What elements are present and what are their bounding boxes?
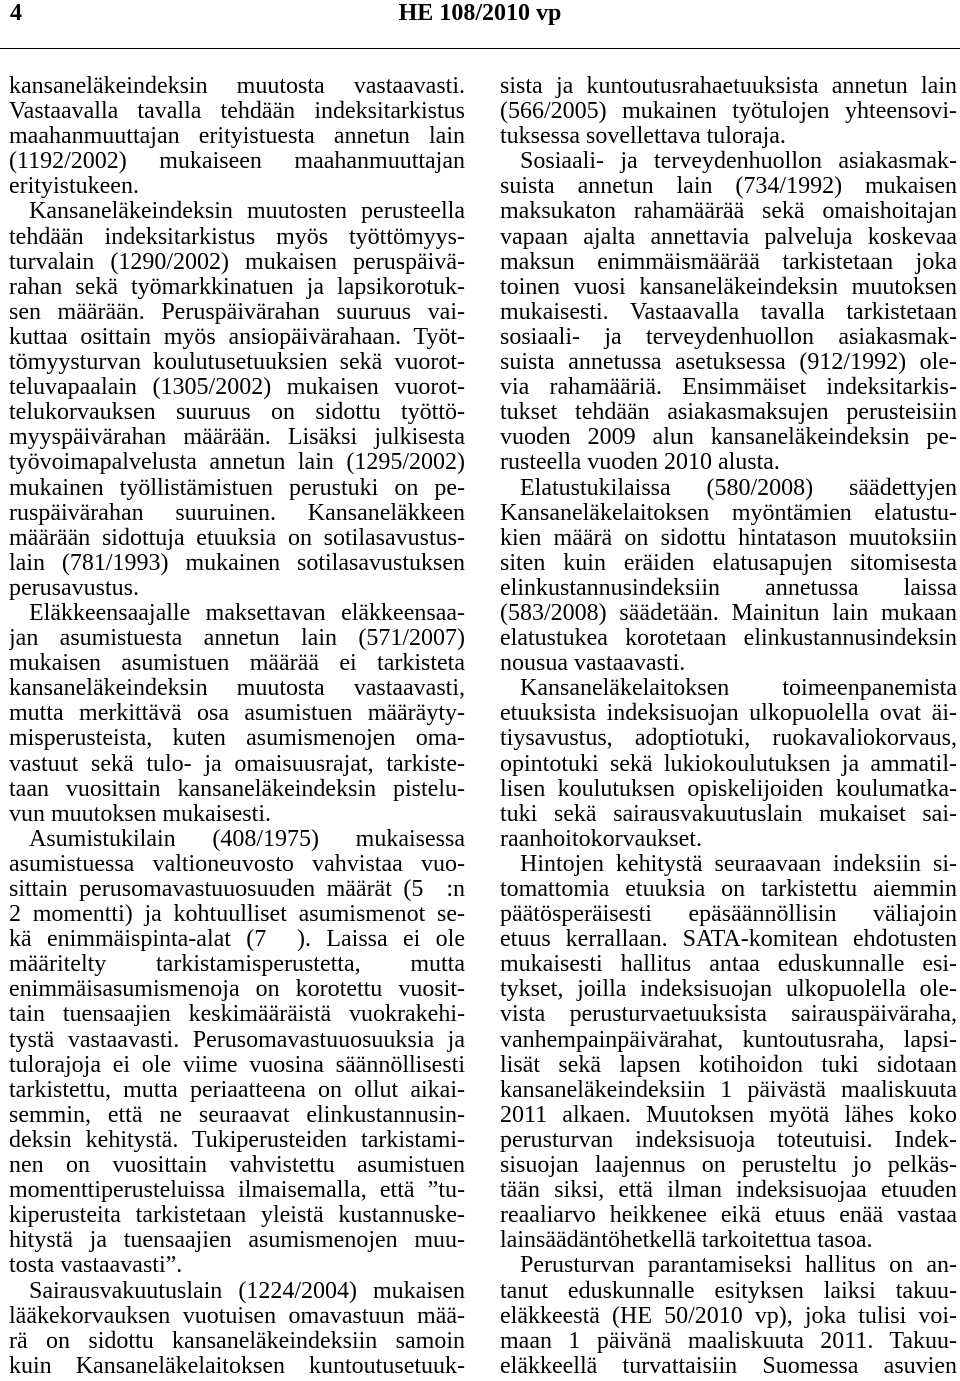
text-line: semmin, että ne seuraavat elinkustannusin-	[9, 1102, 465, 1128]
right-column	[500, 74, 957, 1379]
text-line: erityistukeen.	[9, 174, 139, 200]
text-line: kä enimmäispinta-alat (7 ). Laissa ei ole	[9, 927, 465, 953]
text-line: mukaisen asumistuen määrää ei tarkisteta	[9, 651, 465, 677]
text-line: rusteella vuoden 2010 alusta.	[500, 450, 780, 476]
text-line: hitystä ja tuensaajien asumismenojen muu-	[9, 1228, 465, 1254]
text-line: asumistuessa valtioneuvosto vahvistaa vuo-	[9, 851, 465, 877]
text-line: ruspäivärahan suuruinen. Kansaneläkkeen	[9, 500, 465, 526]
text-line: vun muutoksen mukaisesti.	[9, 801, 271, 827]
paragraph	[500, 676, 957, 852]
paragraph	[500, 852, 957, 1254]
text-line: tarkistettu, mutta periaatteena on ollut aikai-	[9, 1077, 465, 1103]
text-line: Sairausvakuutuslain (1224/2004) mukaisen	[29, 1278, 465, 1304]
text-line: myyspäivärahan määrään. Lisäksi julkisesta	[9, 425, 465, 451]
text-line: nen on vuosittain vahvistettu asumistuen	[9, 1153, 465, 1179]
text-line: opintotuki sekä lukiokoulutuksen ja ammatil-	[500, 751, 957, 777]
text-line: kuin Kansaneläkelaitoksen kuntoutusetuuk-	[9, 1353, 465, 1379]
text-line: Kansaneläkelaitoksen toimeenpanemista	[520, 676, 957, 702]
paragraph	[500, 476, 957, 677]
text-line: toinen vuosi kansaneläkeindeksin muutoksen	[500, 274, 957, 300]
text-line: 2 momentti) ja kohtuulliset asumismenot se-	[9, 902, 465, 928]
text-line: tystä vastaavasti. Perusomavastuuosuuksia ja	[9, 1027, 465, 1053]
page-number: 4	[10, 0, 22, 26]
text-line: elatustukea korotetaan elinkustannusindeksin	[500, 626, 957, 652]
text-line: lisät sekä lapsen kotihoidon tuki sidotaan	[500, 1052, 957, 1078]
text-line: määrään sidottuja etuuksia on sotilasavustus-	[9, 525, 465, 551]
text-line: lainsäädäntöhetkellä tarkoitettua tasoa.	[500, 1228, 873, 1254]
text-line: tulorajoja ei ole viime vuosina säännöllisesti	[9, 1052, 465, 1078]
text-line: nousua vastaavasti.	[500, 651, 686, 677]
text-line: Kansaneläkelaitoksen myöntämien elatustu-	[500, 500, 957, 526]
text-line: (1192/2002) mukaiseen maahanmuuttajan	[9, 149, 465, 175]
text-line: tykset, joilla indeksisuojan ulkopuolella ole-	[500, 977, 957, 1003]
text-line: määritelty tarkistamisperustetta, mutta	[9, 952, 465, 978]
paragraph	[9, 1279, 465, 1379]
text-line: vista perusturvaetuuksista sairauspäiväraha,	[500, 1002, 957, 1028]
text-line: vastuut sekä tulo- ja omaisuusrajat, tarkiste-	[9, 751, 465, 777]
text-line: Eläkkeensaajalle maksettavan eläkkeensaa-	[29, 600, 465, 626]
paragraph	[500, 149, 957, 475]
text-line: työvoimapalvelusta annetun lain (1295/2002)	[9, 450, 465, 476]
text-line: maksun enimmäismäärää tarkistetaan joka	[500, 249, 957, 275]
text-line: tain tuensaajien keskimääräistä vuokrakehi-	[9, 1002, 465, 1028]
text-line: mukainen työllistämistuen perustuki on pe-	[9, 475, 465, 501]
text-line: mukaisesti. Vastaavalla tavalla tarkistetaan	[500, 299, 957, 325]
text-line: kien määrä on sidottu hintatason muutoksiin	[500, 525, 957, 551]
text-line: (583/2008) säädetään. Mainitun lain mukaan	[500, 600, 957, 626]
text-line: päätösperäisesti epäsäännöllisin väliajoin	[500, 902, 957, 928]
text-line: suista annetun lain (734/1992) mukaisen	[500, 174, 957, 200]
text-line: eläkkeellä turvattaisiin Suomessa asuvien	[500, 1353, 957, 1379]
text-line: siten kuin eräiden elatusapujen sitomisesta	[500, 550, 957, 576]
text-line: Perusturvan parantamiseksi hallitus on an-	[520, 1253, 957, 1279]
text-line: tanut eduskunnalle esityksen laiksi takuu-	[500, 1278, 957, 1304]
text-line: misperusteista, kuten asumismenojen oma-	[9, 726, 465, 752]
text-line: Elatustukilaissa (580/2008) säädettyjen	[520, 475, 957, 501]
text-line: (566/2005) mukainen työtulojen yhteensovi-	[500, 99, 957, 125]
text-line: kuttaa osittain myös ansiopäivärahaan. Työt-	[9, 324, 465, 350]
text-line: 2011 alkaen. Muutoksen myötä lähes koko	[500, 1102, 957, 1128]
paragraph	[9, 601, 465, 827]
text-line: eläkkeestä (HE 50/2010 vp), joka tulisi voi-	[500, 1303, 957, 1329]
text-line: sisuojan laajennus on perusteltu jo pelkäs-	[500, 1153, 957, 1179]
text-line: tiysavustus, adoptiotuki, ruokavaliokorvaus,	[500, 726, 957, 752]
text-line: teluvapaalain (1305/2002) mukaisen vuorot-	[9, 375, 465, 401]
paragraph	[9, 74, 465, 199]
text-line: etuuksista indeksisuojan ulkopuolella ovat äi-	[500, 701, 957, 727]
text-line: lääkekorvauksen vuotuisen omavastuun mää-	[9, 1303, 465, 1329]
text-line: Vastaavalla tavalla tehdään indeksitarkistus	[9, 99, 465, 125]
text-line: sen määrään. Peruspäivärahan suuruus vai-	[9, 299, 465, 325]
text-line: maan 1 päivänä maaliskuuta 2011. Takuu-	[500, 1328, 957, 1354]
text-line: jan asumistuesta annetun lain (571/2007)	[9, 626, 465, 652]
text-line: rä on sidottu kansaneläkeindeksiin samoin	[9, 1328, 465, 1354]
text-line: Sosiaali- ja terveydenhuollon asiakasmak-	[520, 149, 957, 175]
text-line: tomattomia etuuksia on tarkistettu aiemmin	[500, 877, 957, 902]
text-line: sittain perusomavastuuosuuden määrät (5 :n	[9, 877, 465, 902]
text-line: lain (781/1993) mukainen sotilasavustuksen	[9, 550, 465, 576]
paragraph	[9, 827, 465, 1279]
text-line: maksukaton rahamäärää sekä omaishoitajan	[500, 199, 957, 225]
text-line: suista annetussa asetuksessa (912/1992) ole-	[500, 350, 957, 376]
text-line: rahan sekä työmarkkinatuen ja lapsikorotuk-	[9, 274, 465, 300]
text-line: maahanmuuttajan erityistuesta annetun lain	[9, 124, 465, 150]
text-line: reaaliarvo heikkenee eikä etuus enää vastaa	[500, 1203, 957, 1229]
paragraph	[500, 1253, 957, 1378]
text-line: mutta merkittävä osa asumistuen määräyty-	[9, 701, 465, 727]
text-line: tuki sekä sairausvakuutuslain mukaiset sai-	[500, 801, 957, 827]
text-line: taan vuosittain kansaneläkeindeksin pistelu-	[9, 776, 465, 802]
text-line: vapaan ajalta annettavia palveluja koskevaa	[500, 224, 957, 250]
text-line: kiperusteita tarkistetaan yleistä kustannuske-	[9, 1203, 465, 1229]
text-line: perusavustus.	[9, 575, 139, 601]
text-line: mukaisesti hallitus antaa eduskunnalle esi-	[500, 952, 957, 978]
left-column	[9, 74, 465, 1379]
text-line: kansaneläkeindeksin muutosta vastaavasti.	[9, 74, 465, 99]
text-line: tukset tehdään asiakasmaksujen perusteisiin	[500, 400, 957, 426]
header-rule	[0, 48, 960, 49]
text-line: tään siksi, että ilman indeksisuojaa etuuden	[500, 1178, 957, 1204]
text-line: etuus kerrallaan. SATA-komitean ehdotusten	[500, 927, 957, 953]
paragraph	[9, 199, 465, 601]
text-line: kansaneläkeindeksin muutosta vastaavasti,	[9, 676, 465, 702]
text-line: elinkustannusindeksiin annetussa laissa	[500, 575, 957, 601]
text-line: kansaneläkeindeksiin 1 päivästä maaliskuuta	[500, 1077, 957, 1103]
text-line: raanhoitokorvaukset.	[500, 826, 702, 852]
text-line: perusturvan indeksisuoja toteutuisi. Indek-	[500, 1127, 957, 1153]
text-line: sista ja kuntoutusrahaetuuksista annetun lain	[500, 74, 957, 99]
text-line: vuoden 2009 alun kansaneläkeindeksin pe-	[500, 425, 957, 451]
text-line: turvalain (1290/2002) mukaisen peruspäivä-	[9, 249, 465, 275]
text-line: Hintojen kehitystä seuraavaan indeksiin si-	[520, 851, 957, 877]
text-line: deksin kehitystä. Tukiperusteiden tarkistami-	[9, 1127, 465, 1153]
text-line: tuksessa sovellettava tuloraja.	[500, 124, 786, 150]
text-line: Asumistukilain (408/1975) mukaisessa	[29, 826, 465, 852]
text-line: vanhempainpäivärahat, kuntoutusraha, lapsi-	[500, 1027, 957, 1053]
paragraph	[500, 74, 957, 149]
text-line: tömyysturvan koulutusetuuksien sekä vuorot-	[9, 350, 465, 376]
text-line: Kansaneläkeindeksin muutosten perusteella	[29, 199, 465, 225]
text-line: telukorvauksen suuruus on sidottu työttö-	[9, 400, 465, 426]
text-line: momenttiperusteluissa ilmaisemalla, että ”tu-	[9, 1178, 465, 1204]
text-line: tehdään indeksitarkistus myös työttömyys-	[9, 224, 465, 250]
text-line: tosta vastaavasti”.	[9, 1253, 183, 1279]
document-id: HE 108/2010 vp	[398, 0, 562, 26]
text-line: enimmäisasumismenoja on korotettu vuosit-	[9, 977, 465, 1003]
text-line: sosiaali- ja terveydenhuollon asiakasmak-	[500, 324, 957, 350]
text-line: via rahamääriä. Ensimmäiset indeksitarkis-	[500, 375, 957, 401]
text-line: lisen koulutuksen opiskelijoiden koulumatka-	[500, 776, 957, 802]
